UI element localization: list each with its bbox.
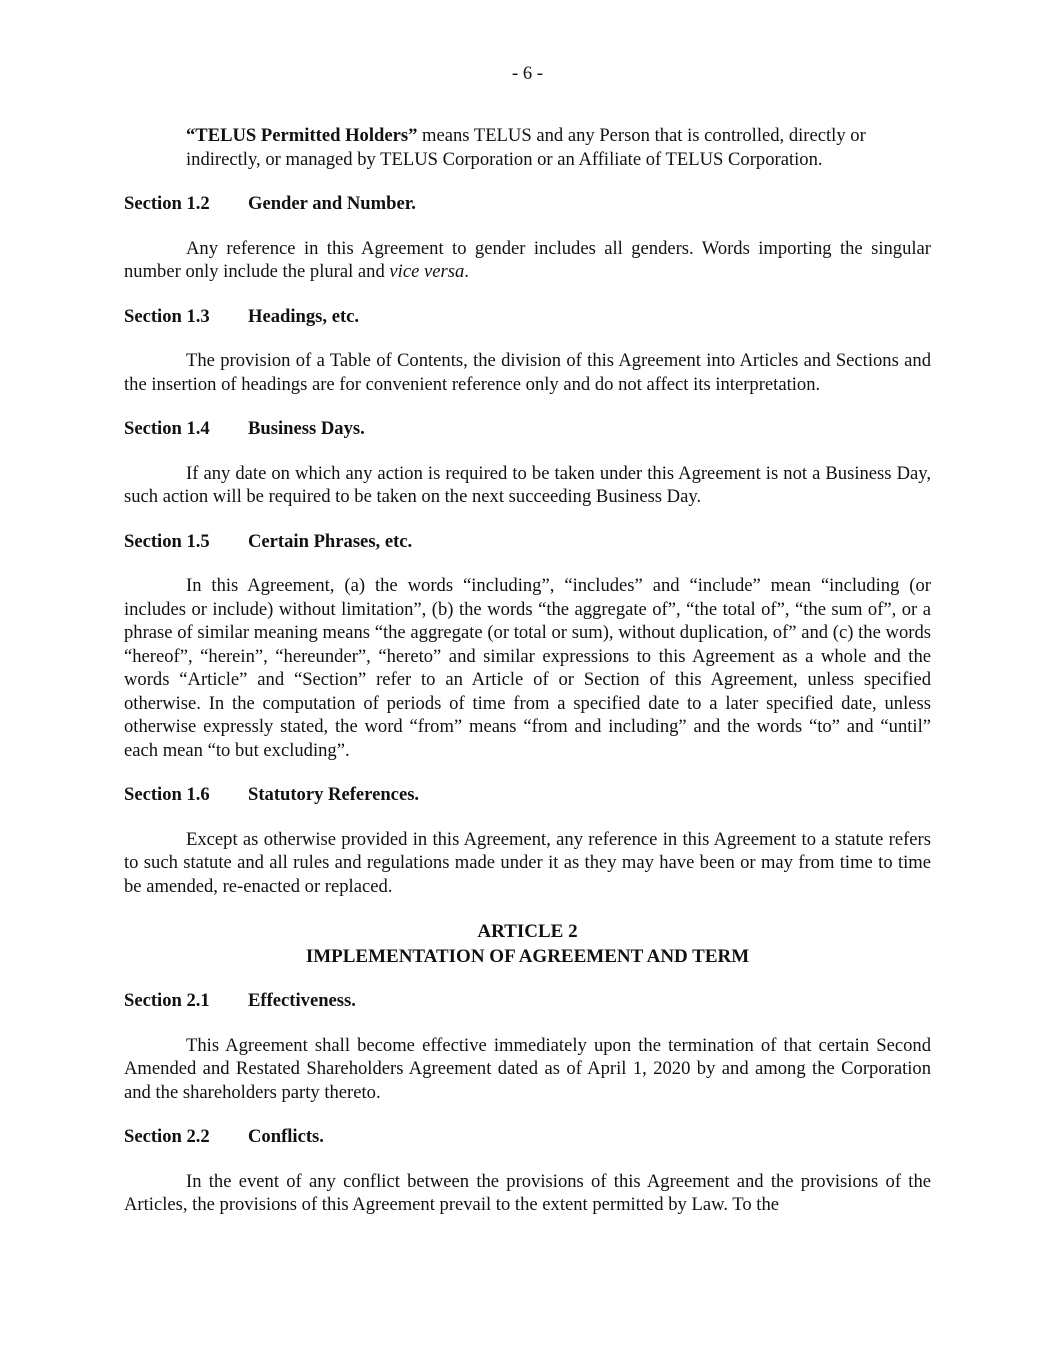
section-1-3-text: The provision of a Table of Contents, the division of this Agreement into Articles and Sections and the insertion of headings are for convenient reference only and do not affect its interpretation.	[124, 350, 931, 395]
article-title: IMPLEMENTATION OF AGREEMENT AND TERM	[305, 946, 750, 967]
section-number: Section 1.2	[124, 193, 210, 214]
definition-text: means TELUS and any Person that is controlled, directly or indirectly, or managed by TELUS Corporation or an Affiliate of TELUS Corporation.	[186, 125, 866, 170]
section-title: Statutory References.	[248, 784, 420, 805]
section-heading-2-2	[124, 1125, 931, 1149]
article-heading	[124, 919, 931, 969]
section-1-6-text: Except as otherwise provided in this Agreement, any reference in this Agreement to a statute refers to such statute and all rules and regulations made under it as they may have been or may from time to time be amended, re-enacted or replaced.	[124, 828, 931, 897]
section-2-1-text: This Agreement shall become effective immediately upon the termination of that certain Second Amended and Restated Shareholders Agreement dated as of April 1, 2020 by and among the Corporation and the shareholders party thereto.	[124, 1034, 931, 1103]
section-heading-2-1	[124, 989, 931, 1013]
section-number: Section 1.4	[124, 418, 210, 439]
document-body	[124, 124, 931, 1238]
section-number: Section 2.1	[124, 990, 210, 1011]
section-1-4-text: If any date on which any action is required to be taken under this Agreement is not a Business Day, such action will be required to be taken on the next succeeding Business Day.	[124, 462, 931, 507]
section-heading-1-2	[124, 192, 931, 216]
article-label: ARTICLE 2	[477, 921, 578, 942]
section-heading-1-3	[124, 305, 931, 329]
section-1-2-text	[124, 237, 931, 284]
page-number: - 6 -	[512, 63, 543, 84]
definition-telus-permitted-holders	[186, 124, 931, 171]
text-run: .	[464, 261, 469, 282]
section-2-2-text: In the event of any conflict between the provisions of this Agreement and the provisions of the Articles, the provisions of this Agreement prevail to the extent permitted by Law. To the	[124, 1170, 931, 1215]
section-title: Headings, etc.	[248, 305, 360, 327]
section-title: Effectiveness.	[248, 990, 356, 1011]
section-title: Certain Phrases, etc.	[248, 530, 413, 552]
section-title: Gender and Number.	[248, 193, 416, 214]
text-run: Any reference in this Agreement to gender includes all genders. Words importing the singular number only include the plural and	[124, 237, 931, 282]
section-number: Section 1.5	[124, 530, 210, 552]
section-heading-1-6	[124, 783, 931, 807]
section-title: Conflicts.	[248, 1126, 324, 1147]
section-number: Section 2.2	[124, 1126, 210, 1147]
italic-run: vice versa	[389, 261, 465, 282]
section-number: Section 1.6	[124, 784, 210, 805]
section-heading-1-4	[124, 417, 931, 441]
section-heading-1-5	[124, 530, 931, 554]
defined-term: “TELUS Permitted Holders”	[186, 125, 418, 146]
section-1-5-text: In this Agreement, (a) the words “including”, “includes” and “include” mean “including (or includes or include) without limitation”, (b) the words “the aggregate of”, “the total of”, “the sum of”, or a phrase of similar meaning means “the aggregate (or total or sum), without duplication, of” and (c) the words “hereof”, “herein”, “hereunder”, “hereto” and similar expressions to this Agreement as a whole and the words “Article” and “Section” refer to an Article of or Section of this Agreement, unless specified otherwise. In the computation of periods of time from a specified date to a later specified date, unless otherwise expressly stated, the word “from” means “from and including” and the words “to” and “until” each mean “to but excluding”.	[124, 575, 931, 761]
section-number: Section 1.3	[124, 305, 210, 327]
section-title: Business Days.	[248, 418, 365, 439]
